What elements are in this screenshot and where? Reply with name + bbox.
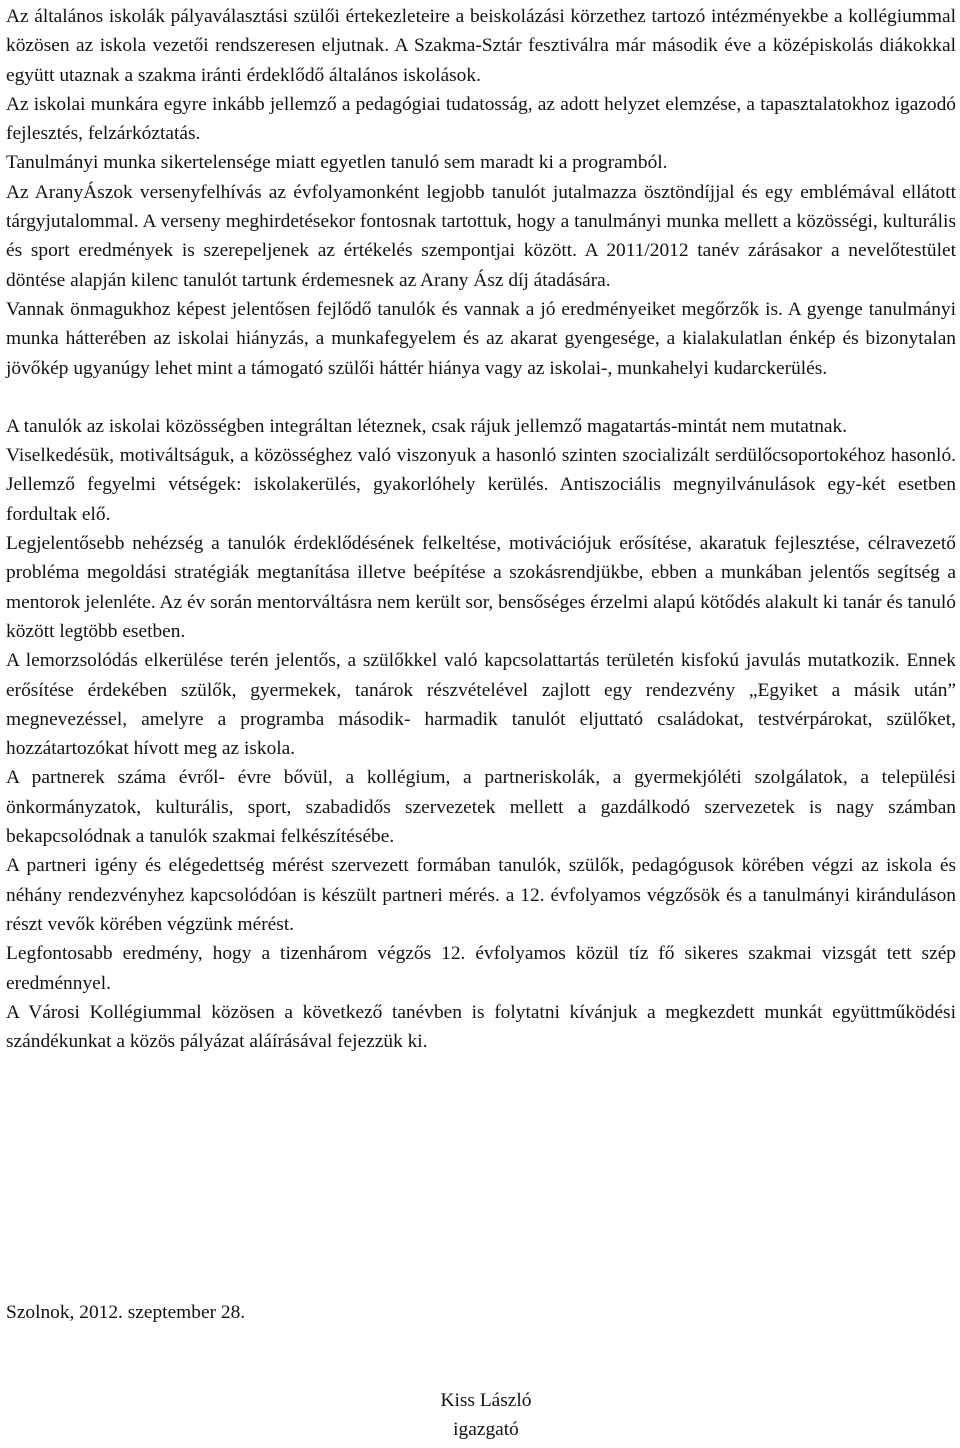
signatory-title: igazgató: [453, 1419, 519, 1441]
paragraph-pedagogical-awareness: Az iskolai munkára egyre inkább jellemző a pedagógiai tudatosság, az adott helyzet elemzése, a tapasztalatokhoz igazodó fejlesztés, felzárkóztatás.: [6, 93, 956, 145]
paragraph-school-career-guidance: Az általános iskolák pályaválasztási szülői értekezleteire a beiskolázási körzethez tartozó intézményekbe a kollégiummal közösen az iskola vezetői rendszeresen eljutnak. A Szakma-Sztár fesztiválra már második éve a középiskolás diákokkal együtt utaznak a szakma iránti érdeklődő általános iskolások.: [6, 6, 956, 86]
paragraph-aranyaszok-competition: Az AranyÁszok versenyfelhívás az évfolyamonként legjobb tanulót jutalmazza ösztöndíjjal és egy emblémával ellátott tárgyjutalommal. A verseny meghirdetésekor fontosnak tartottuk, hogy a tanulmányi munka mellett a közösségi, kulturális és sport eredmények is szerepeljenek az értékelés szempontjai között. A 2011/2012 tanév zárásakor a nevelőtestület döntése alapján kilenc tanulót tartunk érdemesnek az Arany Ász díj átadására.: [6, 181, 956, 291]
paragraph-partners: A partnerek száma évről- évre bővül, a kollégium, a partneriskolák, a gyermekjóléti szolgálatok, a települési önkormányzatok, kulturális, sport, szabadidős szervezetek mellett a gazdálkodó szervezetek is nagy számban bekapcsolódnak a tanulók szakmai felkészítésébe.: [6, 767, 956, 848]
signature-block: [6, 1386, 956, 1445]
paragraph-community-integration: A tanulók az iskolai közösségben integráltan léteznek, csak rájuk jellemző magatartás-mintát nem mutatnak.: [6, 415, 848, 437]
paragraph-behaviour: Viselkedésük, motiváltságuk, a közösséghez való viszonyuk a hasonló szinten szocializált serdülőcsoportokéhoz hasonló. Jellemző fegyelmi vétségek: iskolakerülés, gyakorlóhely kerülés. Antiszociális megnyilvánulások egy-két esetben fordultak elő.: [6, 445, 956, 525]
paragraph-key-result: Legfontosabb eredmény, hogy a tizenhárom végzős 12. évfolyamos közül tíz fő sikeres szakmai vizsgát tett szép eredménnyel.: [6, 943, 956, 994]
paragraph-student-development: Vannak önmagukhoz képest jelentősen fejlődő tanulók és vannak a jó eredményeiket megőrzők is. A gyenge tanulmányi munka hátterében az iskolai hiányzás, a munkafegyelem és az akarat gyengesége, a kialakulatlan énkép és bizonytalan jövőkép ugyanúgy lehet mint a támogató szülői háttér hiánya vagy az iskolai-, munkahelyi kudarckerülés.: [6, 298, 956, 379]
paragraph-no-dropouts: Tanulmányi munka sikertelensége miatt egyetlen tanuló sem maradt ki a programból.: [6, 152, 668, 174]
signatory-name: Kiss László: [440, 1390, 532, 1411]
paragraph-cooperation: A Városi Kollégiummal közösen a következő tanévben is folytatni kívánjuk a megkezdett munkát együttműködési szándékunkat a közös pályázat aláírásával fejezzük ki.: [6, 1001, 956, 1053]
paragraph-dropout-prevention: A lemorzsolódás elkerülése terén jelentős, a szülőkkel való kapcsolattartás területén kisfokú javulás mutatkozik. Ennek erősítése érdekében szülők, gyermekek, tanárok részvételével zajlott egy rendezvény „Egyiket a másik után” megnevezéssel, amelyre a programba második- harmadik tanulót eljuttató családokat, testvérpárokat, szülőket, hozzátartozókat hívott meg az iskola.: [6, 650, 956, 760]
paragraph-partner-survey: A partneri igény és elégedettség mérést szervezett formában tanulók, szülők, pedagógusok körében végzi az iskola és néhány rendezvényhez kapcsolódóan is készült partneri mérés. a 12. évfolyamos végzősök és a tanulmányi kiránduláson részt vevők körében végzünk mérést.: [6, 855, 956, 935]
paragraph-motivation-mentors: Legjelentősebb nehézség a tanulók érdeklődésének felkeltése, motivációjuk erősítése, akaratuk fejlesztése, célravezető probléma megoldási stratégiák megtanítása illetve beépítése a szokásrendjükbe, ebben a munkában jelentős segítség a mentorok jelenléte. Az év során mentorváltásra nem került sor, bensőséges érzelmi alapú kötődés alakult ki tanár és tanuló között legtöbb esetben.: [6, 533, 956, 642]
date-line: Szolnok, 2012. szeptember 28.: [6, 1302, 246, 1323]
document-page: [6, 2, 956, 1441]
